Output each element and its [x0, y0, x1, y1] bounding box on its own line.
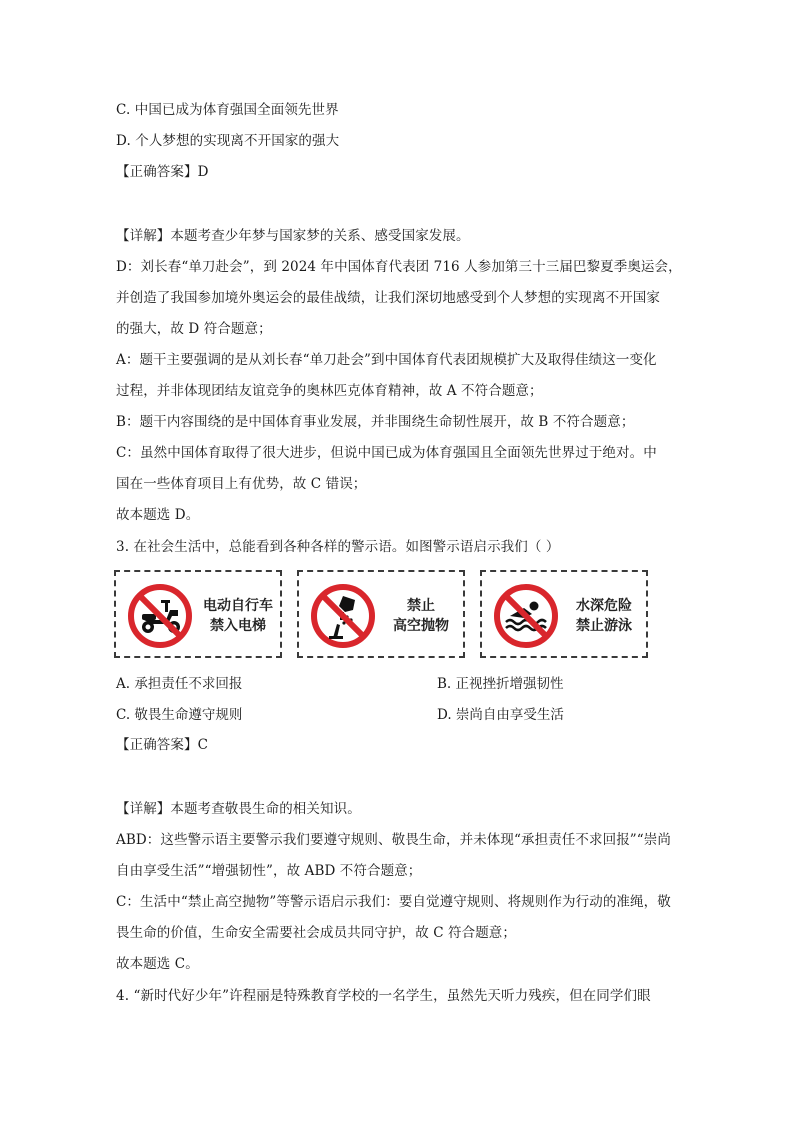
- analysis-line: 的强大，故 D 符合题意；: [116, 321, 272, 337]
- correct-answer: 【正确答案】C: [116, 737, 209, 753]
- sign-text-line2: 禁止游泳: [576, 618, 632, 634]
- question-stem: 4. “新时代好少年”许程丽是特殊教育学校的一名学生，虽然先天听力残疾，但在同学们眼: [116, 988, 651, 1004]
- analysis-line: 故本题选 D。: [116, 507, 200, 523]
- sign-text-line1: 禁止: [407, 598, 435, 614]
- analysis-line: C：生活中“禁止高空抛物”等警示语启示我们：要自觉遵守规则、将规则作为行动的准绳，敬: [116, 894, 671, 910]
- option-d: D. 崇尚自由享受生活: [437, 707, 564, 723]
- analysis-line: 【详解】本题考查少年梦与国家梦的关系、感受国家发展。: [116, 228, 470, 244]
- option-c: C. 中国已成为体育强国全面领先世界: [116, 102, 339, 118]
- sign-text-line1: 水深危险: [576, 598, 632, 614]
- option-c: C. 敬畏生命遵守规则: [116, 707, 243, 723]
- warning-signs-figure: [114, 570, 652, 660]
- analysis-line: 过程，并非体现团结友谊竞争的奥林匹克体育精神，故 A 不符合题意；: [116, 383, 543, 399]
- no-ebike-icon: [126, 582, 194, 650]
- analysis-line: 【详解】本题考查敬畏生命的相关知识。: [116, 801, 361, 817]
- warning-sign: [114, 570, 282, 658]
- analysis-line: A：题干主要强调的是从刘长春“单刀赴会”到中国体育代表团规模扩大及取得佳绩这一变化: [116, 352, 657, 368]
- option-a: A. 承担责任不求回报: [116, 676, 243, 692]
- analysis-line: D：刘长春“单刀赴会”，到 2024 年中国体育代表团 716 人参加第三十三届巴黎夏季奥运会，: [116, 259, 682, 275]
- sign-text-line2: 禁入电梯: [210, 618, 266, 634]
- analysis-line: 并创造了我国参加境外奥运会的最佳战绩，让我们深切地感受到个人梦想的实现离不开国家: [116, 290, 660, 306]
- analysis-line: 畏生命的价值，生命安全需要社会成员共同守护，故 C 符合题意；: [116, 925, 517, 941]
- no-throwing-icon: [309, 582, 377, 650]
- option-d: D. 个人梦想的实现离不开国家的强大: [116, 133, 340, 149]
- warning-sign: [480, 570, 648, 658]
- analysis-line: 自由享受生活”“增强韧性”，故 ABD 不符合题意；: [116, 863, 422, 879]
- sign-text-line2: 高空抛物: [393, 618, 449, 634]
- analysis-line: 国在一些体育项目上有优势，故 C 错误；: [116, 476, 367, 492]
- analysis-line: C：虽然中国体育取得了很大进步，但说中国已成为体育强国且全面领先世界过于绝对。中: [116, 445, 657, 461]
- analysis-line: ABD：这些警示语主要警示我们要遵守规则、敬畏生命，并未体现“承担责任不求回报”“崇尚: [116, 832, 671, 848]
- sign-text-line1: 电动自行车: [203, 598, 273, 614]
- analysis-line: B：题干内容围绕的是中国体育事业发展，并非围绕生命韧性展开，故 B 不符合题意；: [116, 414, 635, 430]
- question-stem: 3. 在社会生活中，总能看到各种各样的警示语。如图警示语启示我们（ ）: [116, 539, 560, 555]
- warning-sign: [297, 570, 465, 658]
- analysis-line: 故本题选 C。: [116, 956, 199, 972]
- no-swimming-icon: [492, 582, 560, 650]
- option-b: B. 正视挫折增强韧性: [437, 676, 564, 692]
- correct-answer: 【正确答案】D: [116, 164, 209, 180]
